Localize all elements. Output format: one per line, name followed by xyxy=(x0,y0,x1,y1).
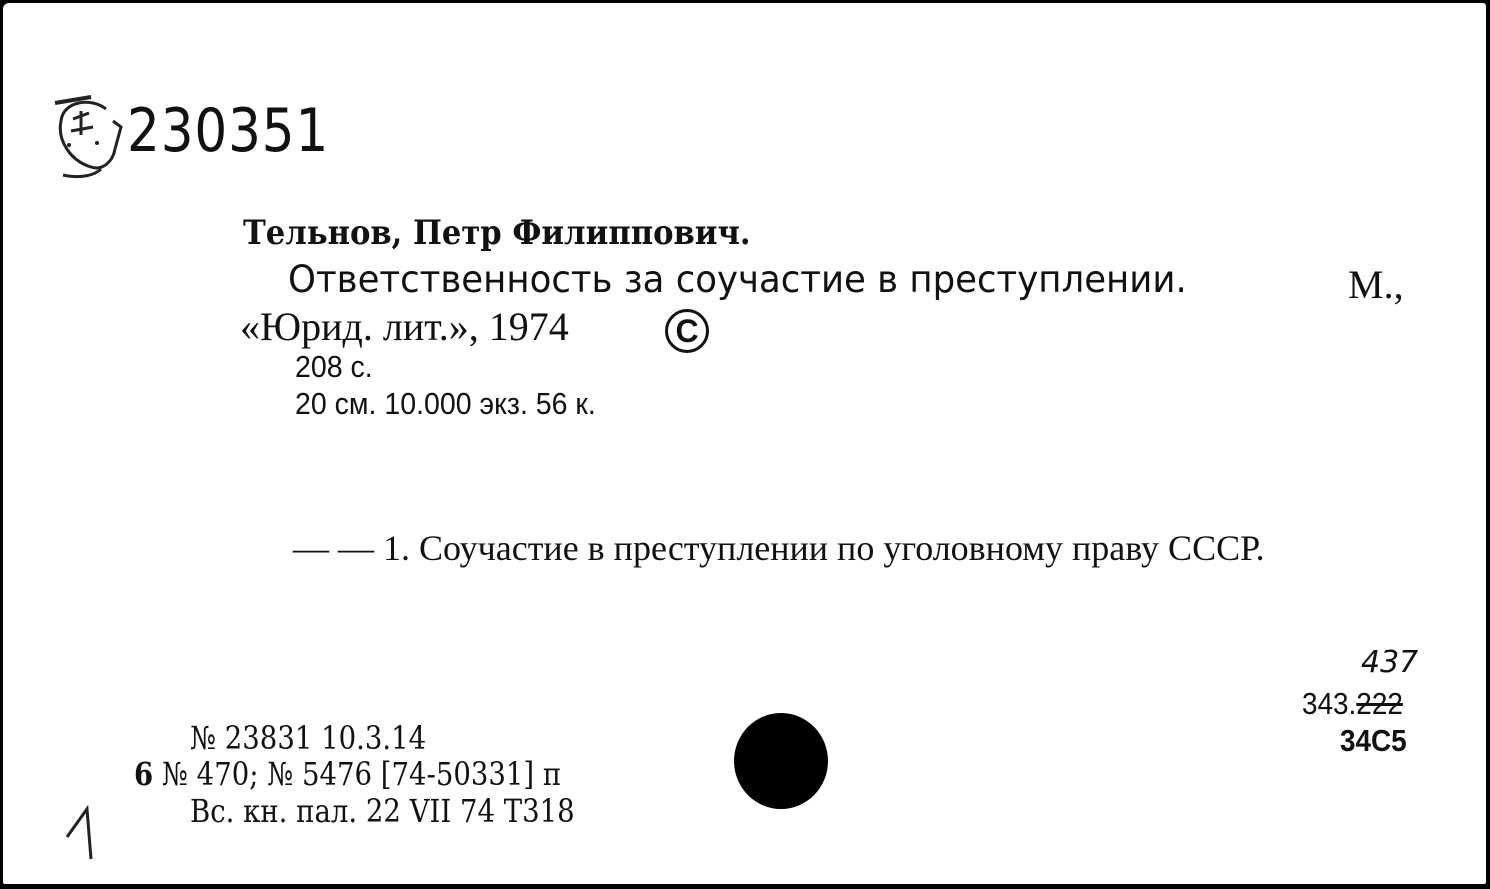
physical-description: 20 см. 10.000 экз. 56 к. xyxy=(295,386,596,421)
library-stamp-icon xyxy=(51,91,131,181)
classification-prefix: 343. xyxy=(1302,686,1357,721)
page-count: 208 с. xyxy=(295,349,373,384)
author-heading: Тельнов, Петр Филиппович. xyxy=(243,213,751,253)
pencil-note xyxy=(63,803,113,863)
classification-struck: 222 xyxy=(1356,686,1403,721)
classification-number xyxy=(1302,686,1403,722)
subject-heading: — — 1. Соучастие в преступлении по уголовному праву СССР. xyxy=(293,528,1265,568)
footer-line-2-bold: 6 xyxy=(134,755,154,793)
catalog-card xyxy=(3,3,1486,884)
punch-hole xyxy=(734,713,828,809)
footer-line-2 xyxy=(134,755,561,793)
handwritten-classification: 437 xyxy=(1361,645,1419,680)
footer-line-2-text: № 470; № 5476 [74-50331] п xyxy=(153,755,562,793)
publisher-year: «Юрид. лит.», 1974 xyxy=(240,304,569,349)
publication-place: М., xyxy=(1348,262,1404,307)
inventory-number: 230351 xyxy=(127,96,330,166)
book-title: Ответственность за соучастие в преступлении. xyxy=(288,258,1187,301)
copyright-icon: C xyxy=(665,309,709,353)
cutter-number: 34С5 xyxy=(1340,723,1407,758)
footer-line-1: № 23831 10.3.14 xyxy=(190,719,427,757)
footer-line-3: Вс. кн. пал. 22 VII 74 Т318 xyxy=(190,792,575,830)
